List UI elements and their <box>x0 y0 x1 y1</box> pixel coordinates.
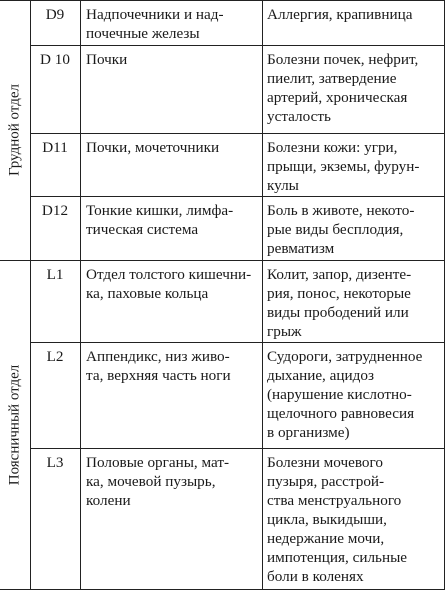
row-code: L1 <box>46 266 64 283</box>
row-disease: Колит, запор, дизенте- рия, понос, некоторые виды прободений или грыж <box>267 266 412 340</box>
row-code: D11 <box>42 139 68 156</box>
row-organ: Тонкие кишки, лимфа- тическая система <box>86 202 234 238</box>
row-code: L3 <box>46 454 64 471</box>
row-organ: Почки <box>86 51 128 68</box>
row-code: D 10 <box>40 51 70 68</box>
row-disease: Болезни кожи: угри, прыщи, экземы, фурун- кулы <box>267 139 420 194</box>
row-organ: Надпочечники и над- почечные железы <box>86 6 224 42</box>
row-code: D9 <box>45 6 65 23</box>
row-organ: Половые органы, мат- ка, мочевой пузырь, колени <box>86 454 230 509</box>
row-disease: Судороги, затрудненное дыхание, ацидоз (нарушение кислотно- щелочного равновесия в организме) <box>267 348 423 441</box>
row-organ: Аппендикс, низ живо- та, верхняя часть ноги <box>86 348 231 384</box>
row-disease: Боль в животе, некото- рые виды бесплодия, ревматизм <box>267 202 415 257</box>
section-label-lumbar: Поясничный отдел <box>6 364 23 486</box>
row-code: D12 <box>41 202 69 219</box>
row-disease: Аллергия, крапивница <box>267 6 413 23</box>
row-disease: Болезни почек, нефрит, пиелит, затвердение артерий, хроническая усталость <box>267 51 419 125</box>
row-disease: Болезни мочевого пузыря, расстрой- ства менструального цикла, выкидыши, недержание мочи, импотенция, сильные боли в коленях <box>267 454 408 585</box>
row-organ: Почки, мочеточники <box>86 139 220 156</box>
row-code: L2 <box>46 348 64 365</box>
section-label-thoracic: Грудной отдел <box>6 84 23 176</box>
row-organ: Отдел толстого кишечни- ка, паховые кольца <box>86 266 252 302</box>
